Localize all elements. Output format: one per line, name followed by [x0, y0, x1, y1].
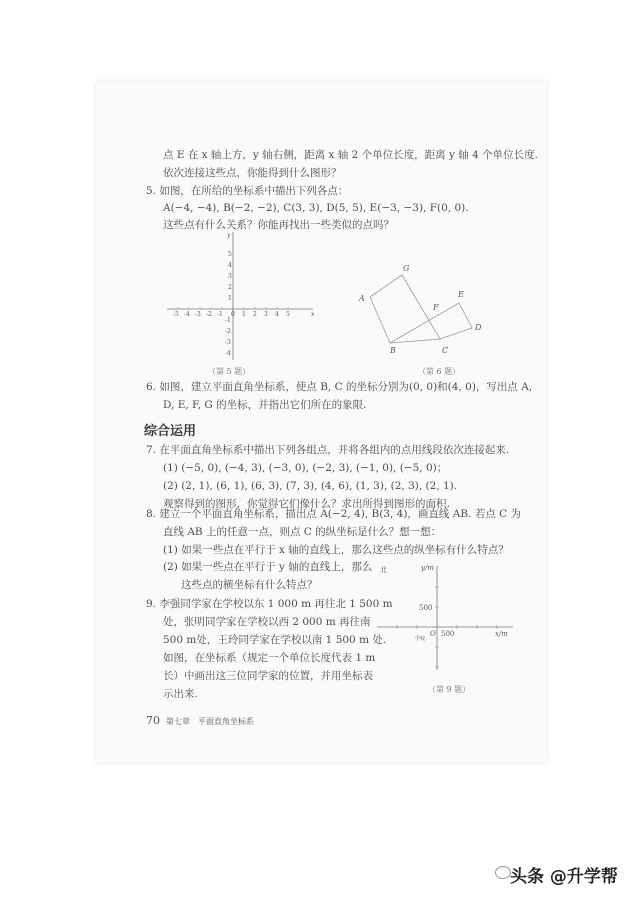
text-line: 直线 AB 上的任意一点，则点 C 的纵坐标是什么？想一想：	[163, 526, 442, 538]
y-tick-500: 500	[419, 604, 433, 612]
point-F: F	[433, 303, 439, 312]
x-tick-label: -4	[184, 311, 190, 318]
figure-6-caption: （第 6 题）	[418, 367, 461, 376]
x-tick-label: 2	[253, 311, 257, 318]
x-tick-label: -2	[206, 311, 212, 318]
y-tick-label: -1	[225, 317, 231, 324]
text-line: (2) (2, 1), (6, 1), (6, 3), (7, 3), (4, 6), (1, 3), (2, 3), (2, 1).	[163, 480, 458, 492]
origin-label: O	[430, 630, 436, 638]
y-tick-label: 4	[228, 262, 232, 269]
point-A: A	[359, 294, 365, 303]
x-axis-label: x	[311, 311, 315, 318]
text-line: 500 m处，王玲同学家在学校以南 1 500 m 处.	[163, 634, 387, 646]
text-line: 长）中画出这三位同学家的位置，并用坐标表	[163, 670, 373, 682]
point-E: E	[458, 290, 464, 299]
x-tick-label: 1	[242, 311, 246, 318]
text-line: 这些点的横坐标有什么特点？	[181, 579, 318, 591]
x-tick-500: 500	[441, 630, 455, 638]
x-tick-label: 3	[264, 311, 268, 318]
x-tick-label: -3	[195, 311, 201, 318]
text-line: 示出来.	[163, 688, 198, 700]
y-axis-label: y/m	[421, 564, 434, 572]
text-line: 这些点有什么关系？你能再找出一些类似的点吗？	[163, 219, 394, 231]
y-tick-label: -2	[225, 328, 231, 335]
exercise-6: 6. 如图，建立平面直角坐标系，使点 B, C 的坐标分别为(0, 0)和(4, 0)，写出点 A,	[146, 381, 533, 393]
figure-5-caption: （第 5 题）	[208, 367, 251, 376]
point-B: B	[390, 346, 396, 355]
text-line: 依次连接这些点，你能得到什么图形？	[163, 167, 342, 179]
watermark: 头条 @升学帮	[510, 867, 618, 887]
x-tick-label: 0	[231, 311, 235, 318]
point-C: C	[442, 346, 449, 355]
figure-5-coordinate-grid	[165, 228, 315, 363]
text-line: 处，张明同学家在学校以西 2 000 m 再往南	[163, 616, 371, 628]
text-line: (1) 如果一些点在平行于 x 轴的直线上，那么这些点的纵坐标有什么特点？	[163, 544, 509, 556]
x-tick-label: -1	[217, 311, 223, 318]
exercise-5: 5. 如图，在所给的坐标系中描出下列各点：	[146, 185, 349, 197]
text-line: 点 E 在 x 轴上方，y 轴右侧，距离 x 轴 2 个单位长度，距离 y 轴 4 个单位长度.	[163, 149, 538, 161]
exercise-7: 7. 在平面直角坐标系中描出下列各组点，并将各组内的点用线段依次连接起来.	[146, 444, 510, 456]
y-tick-label: -4	[225, 350, 231, 357]
exercise-8: 8. 建立一个平面直角坐标系，描出点 A(−2, 4), B(3, 4)，画直线 AB. 若点 C 为	[146, 508, 521, 520]
y-tick-label: 2	[228, 284, 232, 291]
north-label: 北	[380, 566, 387, 574]
figure-9-caption: （第 9 题）	[428, 685, 471, 694]
y-tick-label: 1	[228, 295, 232, 302]
figure-6-diagram	[355, 255, 495, 355]
text-line: 观察得到的图形，你觉得它们像什么？求出所得到图形的面积.	[163, 498, 450, 510]
figure-9-coordinate-axes	[375, 560, 515, 675]
x-tick-label: -5	[173, 311, 179, 318]
text-line: (1) (−5, 0), (−4, 3), (−3, 0), (−2, 3), (−1, 0), (−5, 0)；	[163, 462, 448, 474]
y-axis-label: y	[227, 232, 231, 239]
chapter-title: 第七章 平面直角坐标系	[166, 717, 254, 726]
y-tick-label: 5	[228, 251, 232, 258]
page-number: 70	[146, 714, 160, 727]
text-line: A(−4, −4), B(−2, −2), C(3, 3), D(5, 5), E(−3, −3), F(0, 0).	[163, 202, 469, 214]
x-axis-label: x/m	[495, 630, 508, 638]
exercise-9: 9. 李强同学家在学校以东 1 000 m 再往北 1 500 m	[146, 598, 393, 610]
text-line: D, E, F, G 的坐标，并指出它们所在的象限.	[163, 399, 367, 411]
text-line: (2) 如果一些点在平行于 y 轴的直线上，那么	[163, 561, 373, 573]
x-tick-label: 5	[286, 311, 290, 318]
text-line: 如图，在坐标系（规定一个单位长度代表 1 m	[163, 652, 376, 664]
point-D: D	[475, 323, 482, 332]
y-tick-label: 3	[228, 273, 232, 280]
watermark-chat-icon	[495, 866, 511, 879]
point-G: G	[403, 264, 410, 273]
x-tick-label: 4	[275, 311, 279, 318]
school-label: 学校	[415, 636, 426, 642]
section-heading: 综合运用	[144, 424, 197, 439]
y-tick-label: -3	[225, 339, 231, 346]
